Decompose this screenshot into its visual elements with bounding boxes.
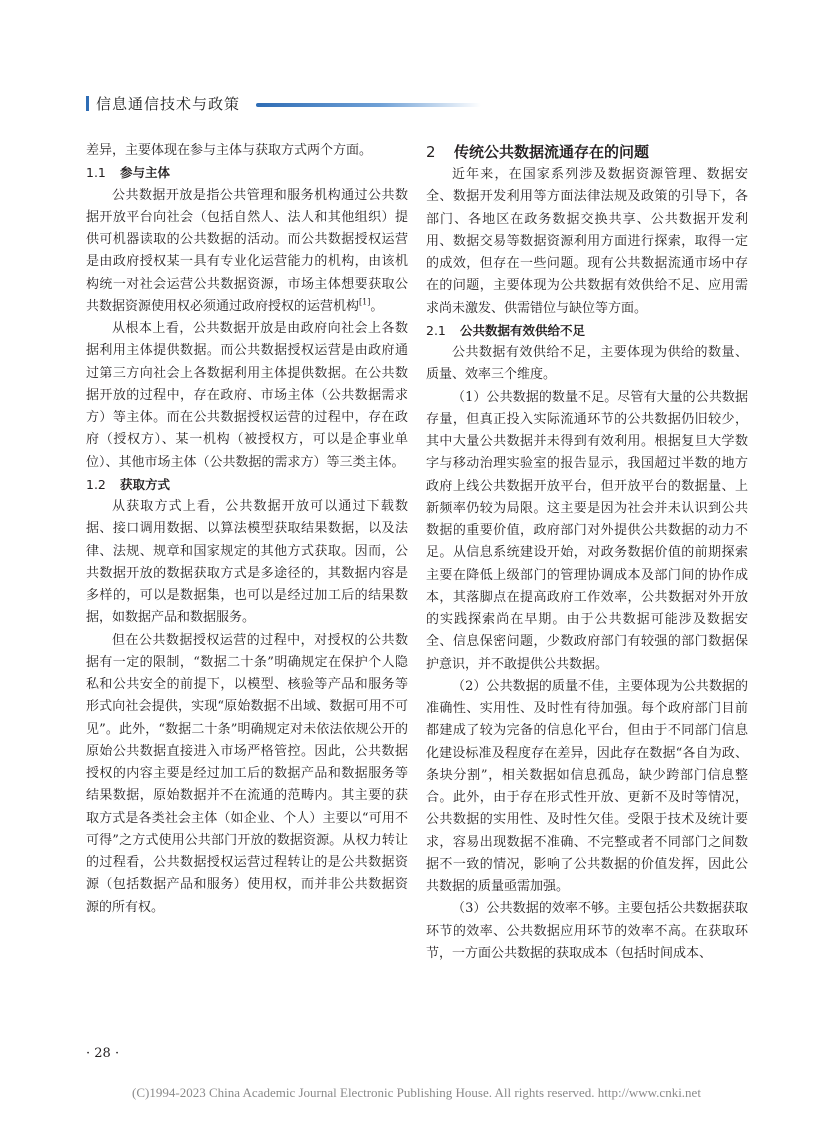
copyright-footer: (C)1994-2023 China Academic Journal Electronic Publishing House. All rights reserved. http://www.cnki.net <box>132 1085 701 1100</box>
right-column <box>426 140 748 965</box>
section-number: 2 <box>426 143 436 161</box>
intro-continuation: 差异，主要体现在参与主体与获取方式两个方面。 <box>86 143 373 158</box>
subsection-number: 2.1 <box>426 322 446 338</box>
paragraph-text: 公共数据开放是指公共管理和服务机构通过公共数据开放平台向社会（包括自然人、法人和其他组织）提供可机器读取的公共数据的活动。而公共数据授权运营是由政府授权某一具有专业化运营能力的机构，由该机构统一对社会运营公共数据资源，市场主体想要获取公共数据资源使用权必须通过政府授权的运营机构 <box>86 187 408 314</box>
paragraph: 公共数据有效供给不足，主要体现为供给的数量、质量、效率三个维度。 <box>426 345 748 383</box>
subsection-number: 1.2 <box>86 476 106 492</box>
paragraph: 从根本上看，公共数据开放是由政府向社会上各数据利用主体提供数据。而公共数据授权运营是由政府通过第三方向社会上各数据利用主体提供数据。在公共数据开放的过程中，存在政府、市场主体（公共数据需求方）等主体。而在公共数据授权运营的过程中，存在政府（授权方）、某一机构（被授权方，可以是企事业单位）、其他市场主体（公共数据的需求方）等三类主体。 <box>86 321 408 470</box>
paragraph: （2）公共数据的质量不佳，主要体现为公共数据的准确性、实用性、及时性有待加强。每个政府部门目前都建成了较为完备的信息化平台，但由于不同部门信息化建设标准及程度存在差异，因此存在数据“各自为政、条块分割”，相关数据如信息孤岛，缺少跨部门信息整合。此外，由于存在形式性开放、更新不及时等情况，公共数据的实用性、及时性欠佳。受限于技术及统计要求，容易出现数据不准确、不完整或者不同部门之间数据不一致的情况，影响了公共数据的价值发挥，因此公共数据的质量亟需加强。 <box>426 678 748 894</box>
paragraph-end: 。 <box>370 298 384 314</box>
page-number: · 28 · <box>86 1046 120 1061</box>
paragraph: 近年来，在国家系列涉及数据资源管理、数据安全、数据开发利用等方面法律法规及政策的引导下，各部门、各地区在政务数据交换共享、公共数据开发利用、数据交易等数据资源利用方面进行探索，取得一定的成效，但存在一些问题。现有公共数据流通市场中存在的问题，主要体现为公共数据有效供给不足、应用需求尚未激发、供需错位与缺位等方面。 <box>426 167 748 316</box>
citation[interactable]: [1] <box>359 297 371 307</box>
paragraph: 但在公共数据授权运营的过程中，对授权的公共数据有一定的限制，“数据二十条”明确规定在保护个人隐私和公共安全的前提下，以模型、核验等产品和服务等形式向社会提供，实现“原始数据不出域、数据可用不可见”。此外，“数据二十条”明确规定对未依法依规公开的原始公共数据直接进入市场严格管控。因此，公共数据授权的内容主要是经过加工后的数据产品和数据服务等结果数据，原始数据并不在流通的范畴内。其主要的获取方式是各类社会主体（如企业、个人）主要以“可用不可得”之方式使用公共部门开放的数据资源。从权力转让的过程看，公共数据授权运营过程转让的是公共数据资源（包括数据产品和服务）使用权，而并非公共数据资源的所有权。 <box>86 632 408 915</box>
subsection-title: 公共数据有效供给不足 <box>460 322 586 338</box>
subsection-heading-2-1 <box>426 320 748 342</box>
section-heading-2 <box>426 140 748 164</box>
header-accent-bar <box>86 96 89 111</box>
paragraph: 从获取方式上看，公共数据开放可以通过下载数据、接口调用数据、以算法模型获取结果数据，以及法律、法规、规章和国家规定的其他方式获取。因而，公共数据开放的数据获取方式是多途径的，其数据内容是多样的，可以是数据集，也可以是经过加工后的结果数据，如数据产品和数据服务。 <box>86 499 408 626</box>
subsection-number: 1.1 <box>86 165 106 181</box>
paragraph: （1）公共数据的数量不足。尽管有大量的公共数据存量，但真正投入实际流通环节的公共数据仍旧较少，其中大量公共数据并未得到有效利用。根据复旦大学数字与移动治理实验室的报告显示，我国超过半数的地方政府上线公共数据开放平台，但开放平台的数据量、上新频率仍较为局限。这主要是因为社会并未认识到公共数据的重要价值，政府部门对外提供公共数据的动力不足。从信息系统建设开始，对政务数据价值的前期探索主要在降低上级部门的管理协调成本及部门间的协作成本，其落脚点在提高政府工作效率，公共数据对外开放的实践探索尚在早期。由于公共数据可能涉及数据安全、信息保密问题，少数政府部门有较强的部门数据保护意识，并不敢提供公共数据。 <box>426 389 748 672</box>
section-title: 传统公共数据流通存在的问题 <box>454 143 650 161</box>
paragraph: （3）公共数据的效率不够。主要包括公共数据获取环节的效率、公共数据应用环节的效率不高。在获取环节，一方面公共数据的获取成本（包括时间成本、 <box>426 901 748 961</box>
subsection-heading-1-2 <box>86 474 408 496</box>
left-column <box>86 140 408 919</box>
subsection-heading-1-1 <box>86 162 408 184</box>
subsection-title: 获取方式 <box>120 476 171 492</box>
header-decorative-line <box>256 103 481 107</box>
subsection-title: 参与主体 <box>120 165 171 181</box>
paragraph <box>86 185 408 319</box>
running-header <box>86 92 396 116</box>
journal-section-title: 信息通信技术与政策 <box>96 95 241 113</box>
